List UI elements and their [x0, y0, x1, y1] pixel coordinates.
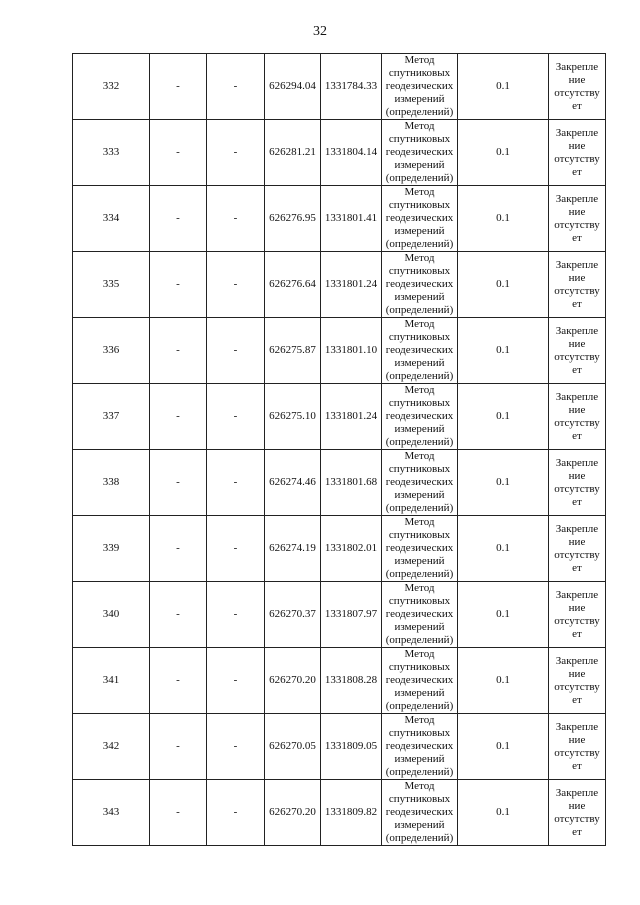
method-cell: [382, 54, 458, 120]
fixing-cell: [549, 186, 606, 252]
dash-cell: -: [207, 54, 265, 120]
accuracy-cell: 0.1: [458, 516, 549, 582]
x-coordinate-cell: 626274.19: [265, 516, 321, 582]
dash-cell: -: [150, 186, 207, 252]
method-text: Метод спутниковых геодезических измерений (определений): [385, 186, 454, 250]
point-number-cell: 338: [73, 450, 150, 516]
accuracy-cell: 0.1: [458, 384, 549, 450]
point-number-cell: 332: [73, 54, 150, 120]
fixing-cell: [549, 384, 606, 450]
dash-cell: -: [207, 780, 265, 846]
dash-cell: -: [207, 450, 265, 516]
table-row: [73, 252, 606, 318]
method-cell: [382, 120, 458, 186]
point-number-cell: 337: [73, 384, 150, 450]
y-coordinate-cell: 1331801.68: [321, 450, 382, 516]
table-row: [73, 186, 606, 252]
accuracy-cell: 0.1: [458, 54, 549, 120]
y-coordinate-cell: 1331809.05: [321, 714, 382, 780]
table-row: [73, 318, 606, 384]
y-coordinate-cell: 1331801.24: [321, 252, 382, 318]
method-text: Метод спутниковых геодезических измерений (определений): [385, 516, 454, 580]
fixing-text: Закрепле ние отсутству ет: [554, 324, 600, 376]
table-row: [73, 450, 606, 516]
method-cell: [382, 780, 458, 846]
dash-cell: -: [207, 252, 265, 318]
fixing-text: Закрепле ние отсутству ет: [554, 60, 600, 112]
method-text: Метод спутниковых геодезических измерений (определений): [385, 120, 454, 184]
fixing-text: Закрепле ние отсутству ет: [554, 522, 600, 574]
fixing-text: Закрепле ние отсутству ет: [554, 126, 600, 178]
dash-cell: -: [150, 318, 207, 384]
method-text: Метод спутниковых геодезических измерений (определений): [385, 648, 454, 712]
fixing-cell: [549, 120, 606, 186]
point-number-cell: 333: [73, 120, 150, 186]
fixing-cell: [549, 318, 606, 384]
y-coordinate-cell: 1331784.33: [321, 54, 382, 120]
dash-cell: -: [150, 648, 207, 714]
x-coordinate-cell: 626275.10: [265, 384, 321, 450]
fixing-text: Закрепле ние отсутству ет: [554, 588, 600, 640]
dash-cell: -: [150, 450, 207, 516]
dash-cell: -: [207, 186, 265, 252]
y-coordinate-cell: 1331802.01: [321, 516, 382, 582]
y-coordinate-cell: 1331801.41: [321, 186, 382, 252]
point-number-cell: 335: [73, 252, 150, 318]
fixing-cell: [549, 516, 606, 582]
method-text: Метод спутниковых геодезических измерений (определений): [385, 54, 454, 118]
page-number: 32: [313, 24, 327, 39]
method-text: Метод спутниковых геодезических измерений (определений): [385, 384, 454, 448]
dash-cell: -: [150, 120, 207, 186]
table-row: [73, 120, 606, 186]
table-row: [73, 582, 606, 648]
point-number-cell: 340: [73, 582, 150, 648]
x-coordinate-cell: 626270.37: [265, 582, 321, 648]
method-text: Метод спутниковых геодезических измерений (определений): [385, 252, 454, 316]
y-coordinate-cell: 1331801.24: [321, 384, 382, 450]
method-cell: [382, 384, 458, 450]
y-coordinate-cell: 1331804.14: [321, 120, 382, 186]
dash-cell: -: [150, 714, 207, 780]
y-coordinate-cell: 1331807.97: [321, 582, 382, 648]
table-row: [73, 714, 606, 780]
table-row: [73, 780, 606, 846]
point-number-cell: 339: [73, 516, 150, 582]
y-coordinate-cell: 1331809.82: [321, 780, 382, 846]
fixing-cell: [549, 648, 606, 714]
method-cell: [382, 252, 458, 318]
dash-cell: -: [150, 780, 207, 846]
x-coordinate-cell: 626281.21: [265, 120, 321, 186]
dash-cell: -: [207, 318, 265, 384]
fixing-cell: [549, 450, 606, 516]
accuracy-cell: 0.1: [458, 582, 549, 648]
dash-cell: -: [207, 384, 265, 450]
method-cell: [382, 186, 458, 252]
point-number-cell: 334: [73, 186, 150, 252]
accuracy-cell: 0.1: [458, 714, 549, 780]
point-number-cell: 343: [73, 780, 150, 846]
fixing-text: Закрепле ние отсутству ет: [554, 786, 600, 838]
fixing-text: Закрепле ние отсутству ет: [554, 654, 600, 706]
point-number-cell: 341: [73, 648, 150, 714]
accuracy-cell: 0.1: [458, 450, 549, 516]
fixing-cell: [549, 252, 606, 318]
method-cell: [382, 318, 458, 384]
method-text: Метод спутниковых геодезических измерений (определений): [385, 450, 454, 514]
method-cell: [382, 582, 458, 648]
dash-cell: -: [150, 384, 207, 450]
point-number-cell: 336: [73, 318, 150, 384]
y-coordinate-cell: 1331801.10: [321, 318, 382, 384]
dash-cell: -: [207, 120, 265, 186]
accuracy-cell: 0.1: [458, 318, 549, 384]
x-coordinate-cell: 626276.64: [265, 252, 321, 318]
x-coordinate-cell: 626275.87: [265, 318, 321, 384]
table-row: [73, 648, 606, 714]
dash-cell: -: [150, 516, 207, 582]
method-text: Метод спутниковых геодезических измерений (определений): [385, 780, 454, 844]
point-number-cell: 342: [73, 714, 150, 780]
x-coordinate-cell: 626276.95: [265, 186, 321, 252]
x-coordinate-cell: 626270.05: [265, 714, 321, 780]
fixing-text: Закрепле ние отсутству ет: [554, 192, 600, 244]
dash-cell: -: [207, 516, 265, 582]
fixing-text: Закрепле ние отсутству ет: [554, 390, 600, 442]
x-coordinate-cell: 626294.04: [265, 54, 321, 120]
accuracy-cell: 0.1: [458, 252, 549, 318]
y-coordinate-cell: 1331808.28: [321, 648, 382, 714]
dash-cell: -: [150, 54, 207, 120]
method-cell: [382, 648, 458, 714]
accuracy-cell: 0.1: [458, 120, 549, 186]
dash-cell: -: [150, 252, 207, 318]
dash-cell: -: [207, 648, 265, 714]
dash-cell: -: [207, 714, 265, 780]
dash-cell: -: [150, 582, 207, 648]
table-row: [73, 516, 606, 582]
x-coordinate-cell: 626270.20: [265, 780, 321, 846]
method-cell: [382, 450, 458, 516]
coordinates-table: [72, 53, 606, 846]
fixing-text: Закрепле ние отсутству ет: [554, 720, 600, 772]
method-text: Метод спутниковых геодезических измерений (определений): [385, 318, 454, 382]
fixing-cell: [549, 780, 606, 846]
fixing-text: Закрепле ние отсутству ет: [554, 258, 600, 310]
accuracy-cell: 0.1: [458, 648, 549, 714]
accuracy-cell: 0.1: [458, 186, 549, 252]
accuracy-cell: 0.1: [458, 780, 549, 846]
fixing-cell: [549, 582, 606, 648]
method-cell: [382, 516, 458, 582]
table-row: [73, 54, 606, 120]
fixing-cell: [549, 54, 606, 120]
coordinates-table-body: [73, 54, 606, 846]
fixing-text: Закрепле ние отсутству ет: [554, 456, 600, 508]
method-text: Метод спутниковых геодезических измерений (определений): [385, 714, 454, 778]
fixing-cell: [549, 714, 606, 780]
method-cell: [382, 714, 458, 780]
dash-cell: -: [207, 582, 265, 648]
table-row: [73, 384, 606, 450]
method-text: Метод спутниковых геодезических измерений (определений): [385, 582, 454, 646]
x-coordinate-cell: 626270.20: [265, 648, 321, 714]
x-coordinate-cell: 626274.46: [265, 450, 321, 516]
